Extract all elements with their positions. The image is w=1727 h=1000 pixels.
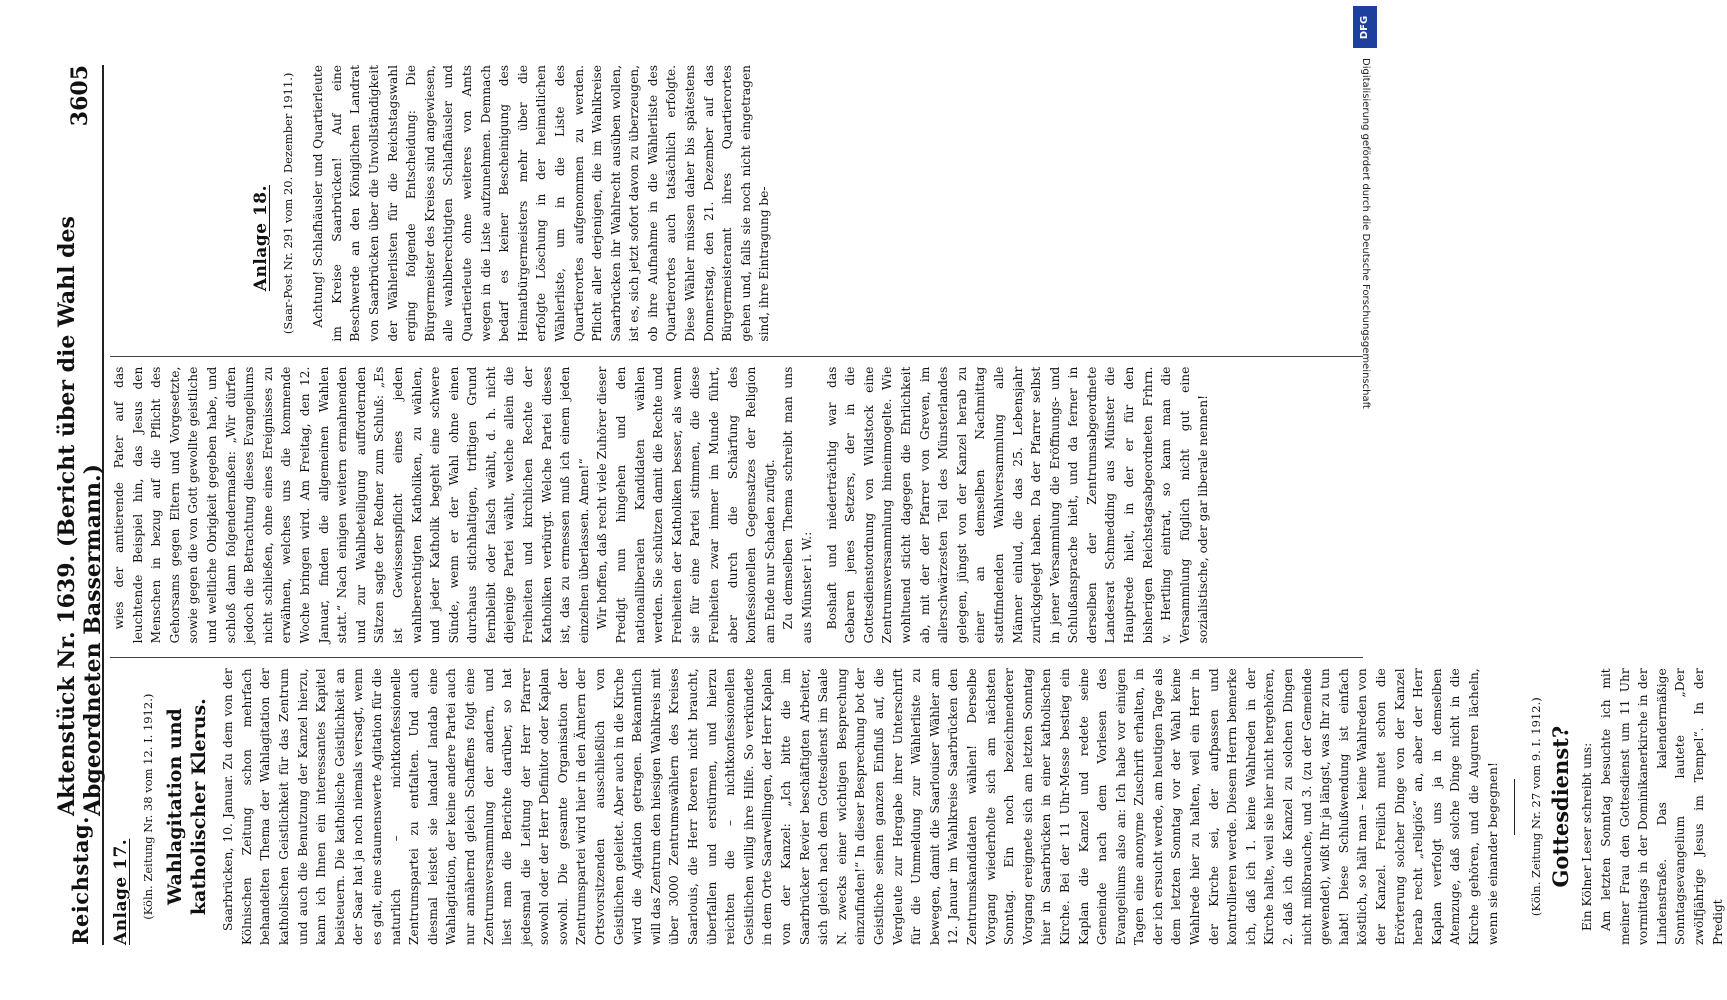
page-header (54, 65, 106, 945)
column-3 (110, 65, 1363, 342)
source-line: (Köln. Zeitung Nr. 27 vom 9. I. 1912.) (1529, 697, 1544, 917)
article-title: Gottesdienst? (1547, 725, 1573, 888)
source-line: (Köln. Zeitung Nr. 38 vom 12. I. 1912.) (140, 693, 155, 920)
funding-note: Digitalisierung gefördert durch die Deutsche Forschungsgemeinschaft (1360, 58, 1371, 409)
divider (1514, 779, 1515, 835)
digitization-stamp (1350, 6, 1380, 991)
article-paragraph: Boshaft und niederträchtig war das Gebaren jenes Setzers, der in die Gottesdienstordnung von Wildstock eine Zentrumsversammlung hineinmogelte. Wie wohltuend sticht dagegen die Ehrlichkeit ab, mit der der Pfarrer von Greven, im allerschwärzesten Teil des Münsterlandes gelegen, jüngst von der Kanzel herab zu einer an demselben Nachmittag stattfindenden Wahlversammlung alle Männer einlud, die das 25. Lebensjahr zurückgelegt haben. Da der Pfarrer selbst in jener Versammlung die Eröffnungs- und Schlußansprache hielt, und da ferner in derselben der Zentrumsabgeordnete Landesrat Schmedding aus Münster die Hauptrede hielt, in der er für den bisherigen Reichstagsabgeordneten Frhrn. v. Hertling eintrat, so kann man die Versammlung füglich nicht gut eine sozialistische, oder gar liberale nennen! (824, 366, 1211, 644)
source-line: (Saar-Post Nr. 291 vom 20. Dezember 1911.) (280, 72, 295, 335)
article-paragraph: wies der amtierende Pater auf das leuchtende Beispiel hin, das Jesus den Menschen in bezug auf die Pflicht des Gehorsams gegen Eltern und Vorgesetzte, sowie gegen die von Gott gewollte geistliche und weltliche Obrigkeit gegeben habe, und schloß dann folgendermaßen: „Wir dürfen jedoch die Betrachtung dieses Evangeliums nicht schließen, ohne eines Ereignisses zu erwähnen, welches uns die kommende Woche bringen wird. Am Freitag, den 12. Januar, finden die allgemeinen Wahlen statt.“ Nach einigen weitern ermahnenden und zur Wahlbeteiligung auffordernden Sätzen sagte der Redner zum Schluß: „Es ist Gewissenspflicht eines jeden wahlberechtigten Katholiken, zu wählen, und jeder Katholik begeht eine schwere Sünde, wenn er der Wahl ohne einen durchaus stichhaltigen, triftigen Grund fernbleibt oder falsch wählt, d. h. nicht diejenige Partei wählt, welche allein die Freiheiten und kirchlichen Rechte der Katholiken verbürgt. Welche Partei dieses ist, das zu ermessen muß ich einem jeden einzelnen überlassen. Amen!“ (112, 366, 591, 644)
article-paragraph: Ein Kölner Leser schreibt uns: (1580, 742, 1595, 931)
header-reichstag: Reichstag. (67, 816, 93, 945)
article-paragraph: Zu demselben Thema schreibt man uns aus Münster i. W.: (781, 366, 814, 644)
dfg-logo: DFG (1353, 6, 1377, 48)
column-1 (110, 657, 1725, 945)
header-title: Aktenstück Nr. 1639. (Bericht über die Wahl des Abgeordneten Bassermann.) (54, 216, 106, 817)
article-paragraph: Am letzten Sonntag besuchte ich mit meiner Frau den Gottesdienst um 11 Uhr vormittags in der Dominikanerkirche in der Lindenstraße. Das kalendermäßige Sonntagsevangelium lautete „Der zwölfjährige Jesus im Tempel“. In der Predigt (1598, 668, 1725, 945)
anlage-18-heading: Anlage 18. (251, 184, 271, 292)
article-paragraph: Saarbrücken, 10. Januar. Zu dem von der Kölnischen Zeitung schon mehrfach behandelten Thema der Wahlagitation der katholischen Geistlichkeit für das Zentrum und auch die Benutzung der Kanzel hierzu, kann ich Ihnen ein interessantes Kapitel beisteuern. Die katholische Geistlichkeit an der Saar hat ja noch niemals versagt, wenn es galt, eine staunenswerte Agitation für die naturlich – nichtkonfessionelle Zentrumspartei zu entfalten. Und auch diesmal leistet sie landauf landab eine Wahlagitation, der keine andere Partei auch nur annähernd gleich Schaffens folgt eine Zentrumsversammlung der andern, und liest man die Berichte darüber, so hat jedesmal die Leitung der Herr Pfarrer sowohl oder der Herr Definitor oder Kaplan sowohl. Die gesamte Organisation der Zentrumspartei wird hier in den Ämtern der Ortsvorsitzenden ausschließlich von Geistlichen geleitet. Aber auch in die Kirche wird die Agitation getragen. Bekanntlich will das Zentrum den hiesigen Wahlkreis mit über 3000 Zentrumswählern des Kreises Saarlouis, die Herr Roeren nicht braucht, überfallen und erstürmen, und hierzu reichten die – nichtkonfessionellen Geistlichen willig ihre Hilfe. So verkündete in dem Orte Saarwellingen, der Herr Kaplan von der Kanzel: „Ich bitte die im Saarbrücker Revier beschäftigten Arbeiter, sich gleich nach dem Gottesdienst im Saale N. zwecks einer wichtigen Besprechung einzufinden!“ In dieser Besprechung bot der Geistliche seinen ganzen Einfluß auf, die Vergleute zur Hergabe ihrer Unterschrift für die Ummeldung zur Wählerliste zu bewegen, damit die Saarlouiser Wähler am 12. Januar im Wahlkreise Saarbrücken den Zentrumskandidaten wählen! Derselbe Vorgang wiederholte sich am nächsten Sonntag. Ein noch bezeichnenderer Vorgang ereignete sich am letzten Sonntag hier in Saarbrücken in einer katholischen Kirche. Bei der 11 Uhr-Messe bestieg ein Kaplan die Kanzel und redete seine Gemeinde nach dem Vorlesen des Evangeliums also an: Ich habe vor einigen Tagen eine anonyme Zuschrift erhalten, in der ich ersucht werde, am heutigen Tage als dem letzten Sonntag vor der Wahl keine Wahlrede hier zu halten, weil ein Herr in der Kirche sei, der aufpassen und kontrollieren werde. Diesem Herrn bemerke ich, daß ich 1. keine Wahlreden in der Kirche halte, weil sie hier nicht hergehören, 2. daß ich die Kanzel zu solchen Dingen nicht mißbrauche, und 3. (zu der Gemeinde gewendet), wißt Ihr ja längst, was Ihr zu tun habt! Diese Schlußwendung ist einfach köstlich, so hält man – keine Wahlreden von der Kanzel. Freilich mutet schon die Erörterung solcher Dinge von der Kanzel herab recht „religiös“ an, aber der Herr Kaplan verfolgt uns ja in demselben Atemzuge, daß solche Dinge nicht in die Kirche gehören, und die Auguren lächeln, wenn sie einander begegnen! (221, 668, 1500, 945)
page-number: 3605 (67, 65, 93, 127)
spacer (110, 65, 250, 342)
article-paragraph: Wir hoffen, daß recht viele Zuhörer dieser Predigt nun hingehen und den nationalliberalen Kandidaten wählen werden. Sie schützen damit die Rechte und Freiheiten der Katholiken besser, als wenn sie für eine Partei stimmen, die diese Freiheiten zwar immer im Munde führt, aber durch die Schärfung des konfessionellen Gegensatzes der Religion am Ende nur Schaden zufügt. (595, 366, 777, 644)
anlage-17-heading: Anlage 17. (111, 838, 131, 945)
column-2 (110, 356, 1363, 644)
article-paragraph: Achtung! Schlafhäusler und Quartierleute im Kreise Saarbrücken! Auf eine Beschwerde an den Königlichen Landrat von Saarbrücken über die Unvollständigkeit der Wählerlisten für die Reichstagswahl erging folgende Entscheidung: Die Bürgermeister des Kreises sind angewiesen, alle wahlberechtigten Schlafhäusler und Quartierleute ohne weiteres von Amts wegen in die Liste aufzunehmen. Demnach bedarf es keiner Bescheinigung des Heimatbürgermeisters mehr über die erfolgte Löschung in der heimatlichen Wählerliste, um in die Liste des Quartierortes aufgenommen zu werden. Pflicht aller derjenigen, die im Wahlkreise Saarbrücken ihr Wahlrecht ausüben wollen, ist es, sich jetzt sofort davon zu überzeugen, ob ihre Aufnahme in die Wählerliste des Quartierortes auch tatsächlich erfolgte. Diese Wähler müssen daher bis spätestens Donnerstag, den 21. Dezember auf das Bürgermeisteramt ihres Quartierortes gehen und, falls sie noch nicht eingetragen sind, ihre Eintragung be- (311, 64, 772, 342)
article-title: Wahlagitation und katholischer Klerus. (164, 698, 211, 916)
